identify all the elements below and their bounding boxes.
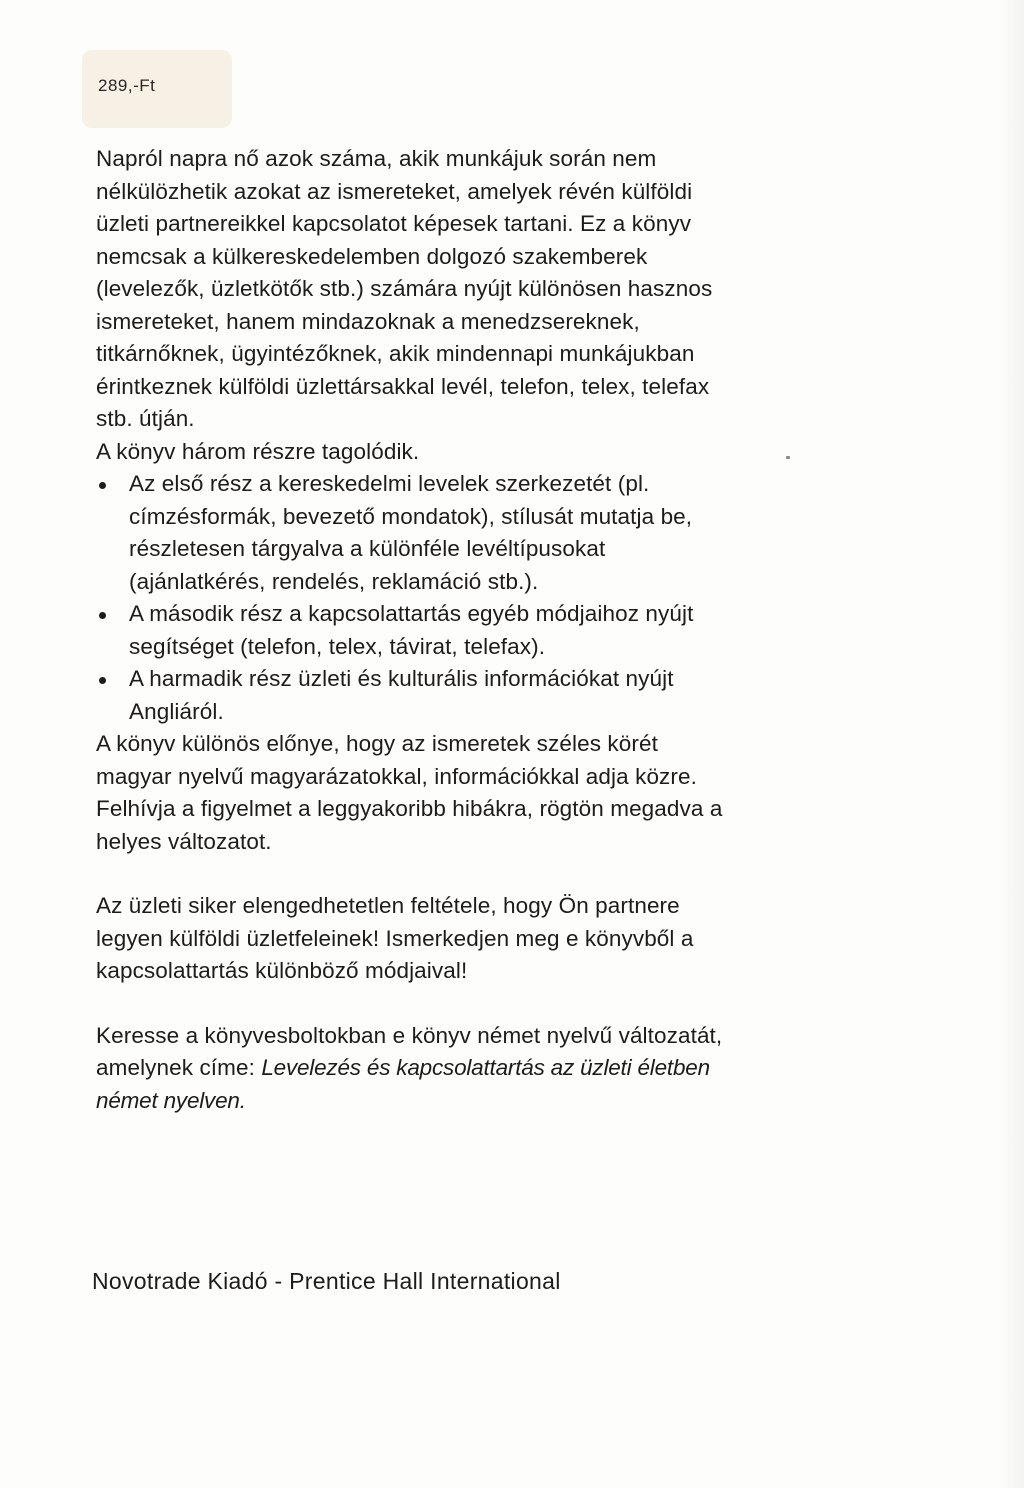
blurb-text [96, 143, 936, 1117]
text-line: A második rész a kapcsolattartás egyéb módjaihoz nyújt [129, 601, 694, 626]
text-line: kapcsolattartás különböző módjaival! [96, 958, 468, 983]
paragraph-spacer [96, 988, 936, 1020]
text-line: Keresse a könyvesboltokban e könyv német nyelvű változatát, [96, 1022, 723, 1048]
parts-intro: A könyv három részre tagolódik. [96, 438, 420, 464]
text-line: (ajánlatkérés, rendelés, reklamáció stb.). [129, 568, 539, 594]
list-item [96, 468, 889, 598]
paragraph-spacer [96, 858, 936, 890]
text-line: Felhívja a figyelmet a leggyakoribb hibákra, rögtön megadva a [96, 796, 723, 821]
text-line: Angliáról. [129, 698, 224, 724]
text-line: (levelezők, üzletkötők stb.) számára nyújt különösen hasznos [96, 276, 713, 301]
german-edition-title: Levelezés és kapcsolattartás az üzleti életben [261, 1055, 710, 1080]
list-item [96, 663, 889, 728]
text-line: Az üzleti siker elengedhetetlen feltétele, hogy Ön partnere [96, 893, 680, 918]
text-line: A harmadik rész üzleti és kulturális információkat nyújt [129, 666, 674, 691]
success-paragraph [96, 890, 936, 988]
advantage-paragraph [96, 728, 936, 858]
text-line: címzésformák, bevezető mondatok), stílusát mutatja be, [129, 503, 693, 529]
text-line: nélkülözhetik azokat az ismereteket, amelyek révén külföldi [96, 178, 693, 204]
text-line: amelynek címe: [96, 1055, 262, 1080]
german-edition-title-cont: német nyelven. [96, 1087, 246, 1113]
bullet-icon [99, 677, 106, 684]
text-line: segítséget (telefon, telex, távirat, telefax). [129, 633, 546, 659]
price-label: 289,-Ft [98, 76, 156, 95]
text-line: titkárnőknek, ügyintézőknek, akik mindennapi munkájukban [96, 341, 695, 366]
bullet-icon [99, 612, 106, 619]
publisher-line: Novotrade Kiadó - Prentice Hall International [92, 1268, 561, 1294]
text-line: részletesen tárgyalva a különféle levéltípusokat [129, 536, 606, 561]
text-line: Napról napra nő azok száma, akik munkájuk során nem [96, 146, 657, 171]
text-line: ismereteket, hanem mindazoknak a menedzsereknek, [96, 308, 640, 334]
text-line: érintkeznek külföldi üzlettársakkal levél, telefon, telex, telefax [96, 373, 710, 399]
list-item [96, 598, 889, 663]
text-line: stb. útján. [96, 406, 195, 431]
text-line: nemcsak a külkereskedelemben dolgozó szakemberek [96, 243, 648, 269]
page-edge-shadow [998, 0, 1024, 1488]
parts-list [96, 468, 936, 728]
text-line: A könyv különös előnye, hogy az ismeretek széles körét [96, 731, 658, 756]
text-line: üzleti partnereikkel kapcsolatot képesek tartani. Ez a könyv [96, 211, 692, 236]
bullet-icon [99, 482, 106, 489]
text-line: Az első rész a kereskedelmi levelek szerkezetét (pl. [129, 471, 650, 496]
text-line: helyes változatot. [96, 828, 272, 854]
intro-paragraph [96, 143, 936, 436]
text-line: magyar nyelvű magyarázatokkal, információkkal adja közre. [96, 763, 697, 789]
german-edition-paragraph [96, 1020, 936, 1118]
text-line: legyen külföldi üzletfeleinek! Ismerkedjen meg e könyvből a [96, 925, 694, 951]
